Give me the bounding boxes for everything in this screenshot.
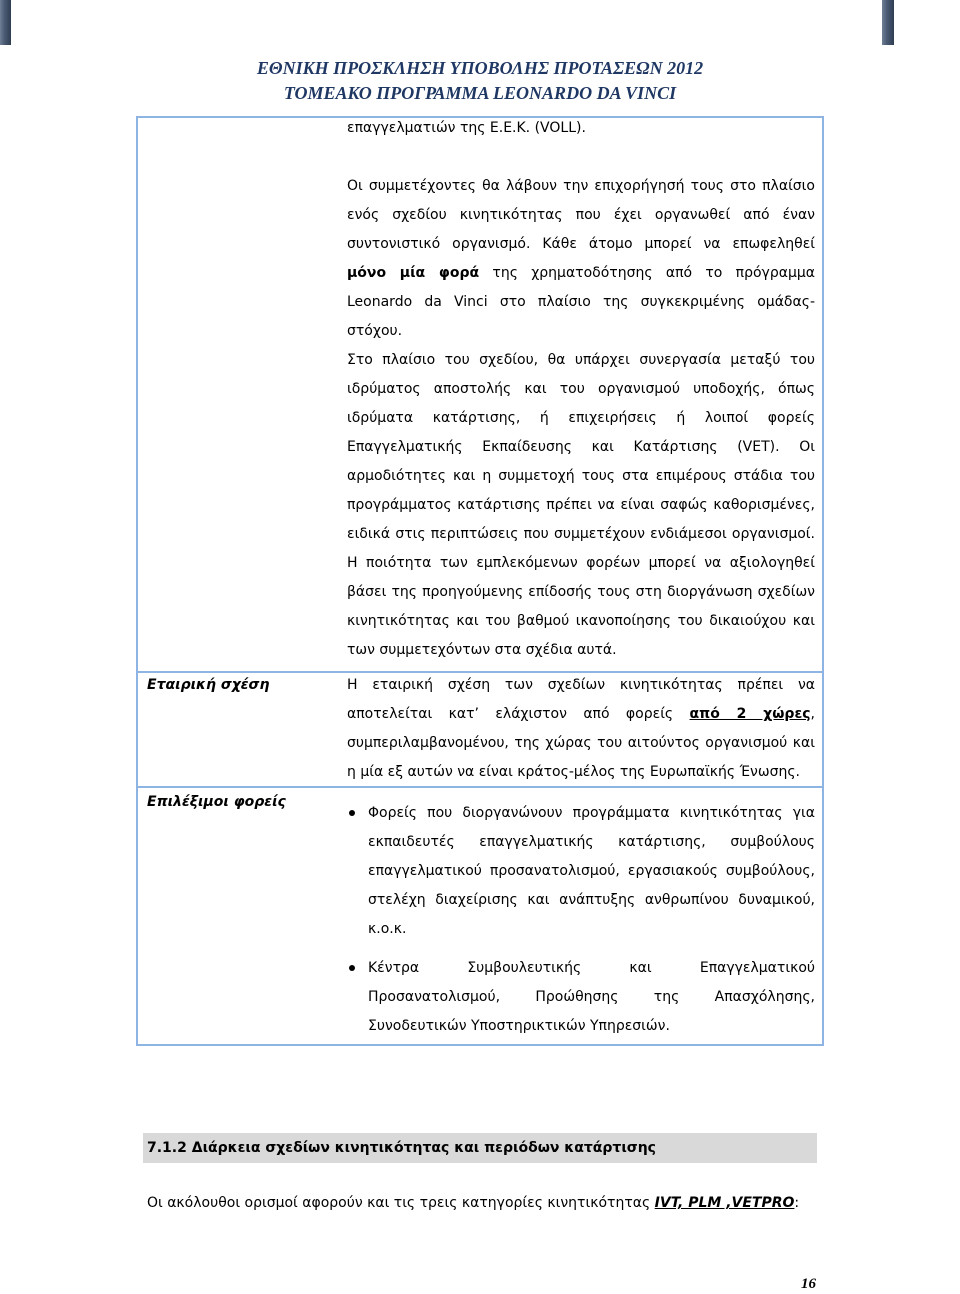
text-line: κινητικότητας και του βαθμού ικανοποίησης του δικαιούχου και bbox=[347, 613, 815, 629]
page-corner-bar-right bbox=[882, 0, 894, 45]
section-heading: 7.1.2 Διάρκεια σχεδίων κινητικότητας και περιόδων κατάρτισης bbox=[147, 1140, 656, 1156]
text-line bbox=[347, 700, 815, 729]
text-line: Προσανατολισμού, Προώθησης της Απασχόλησης, bbox=[368, 989, 815, 1005]
list-item bbox=[368, 954, 815, 1041]
text-line: αρμοδιότητες και η συμμετοχή τους στα επιμέρους στάδια του bbox=[347, 468, 815, 484]
paragraph-participants bbox=[347, 172, 815, 346]
text-line: Η ποιότητα των εμπλεκόμενων φορέων μπορεί να αξιολογηθεί bbox=[347, 555, 815, 571]
blank-line bbox=[347, 143, 815, 172]
text-line: Επαγγελματικής Εκπαίδευσης και Κατάρτισης (VET). Οι bbox=[347, 439, 815, 455]
intro-end: : bbox=[794, 1195, 800, 1211]
eligible-label: Επιλέξιμοι φορείς bbox=[147, 794, 286, 810]
text-line: επαγγελματικού προσανατολισμού, εργασιακούς συμβούλους, bbox=[368, 863, 815, 879]
text-line: συντονιστικό οργανισμό. Κάθε άτομο μπορεί να επωφεληθεί bbox=[347, 236, 815, 252]
text-span: αποτελείται κατ’ ελάχιστον από φορείς bbox=[347, 706, 690, 722]
info-table bbox=[136, 116, 824, 1046]
text-line: Συνοδευτικών Υποστηρικτικών Υπηρεσιών. bbox=[368, 1018, 670, 1034]
text-line: Οι συμμετέχοντες θα λάβουν την επιχορήγησή τους στο πλαίσιο bbox=[347, 178, 815, 194]
text-line: Κέντρα Συμβουλευτικής και Επαγγελματικού bbox=[368, 960, 815, 976]
section-heading-bar bbox=[143, 1133, 817, 1163]
text-line: η μία εξ αυτών να είναι κράτος-μέλος της Ευρωπαϊκής Ένωσης. bbox=[347, 764, 800, 780]
page-corner-bar-left bbox=[0, 0, 11, 45]
section-intro bbox=[147, 1189, 799, 1217]
eligible-bullet-list bbox=[368, 799, 815, 1041]
text-line: ιδρύματος αποστολής και του οργανισμού υποδοχής, όπως bbox=[347, 381, 815, 397]
text-line: ιδρύματα κατάρτισης, ή επιχειρήσεις ή λοιποί φορείς bbox=[347, 410, 815, 426]
text-line: κ.ο.κ. bbox=[368, 921, 407, 937]
text-span: , bbox=[810, 706, 815, 722]
header-title-line-2: ΤΟΜΕΑΚΟ ΠΡΟΓΡΑΜΜΑ LEONARDO DA VINCI bbox=[283, 83, 677, 103]
paragraph-cooperation bbox=[347, 346, 815, 665]
text-line: προγράμματος κατάρτισης πρέπει να είναι σαφώς καθορισμένες, bbox=[347, 497, 815, 513]
continued-line: επαγγελματιών της Ε.Ε.Κ. (VOLL). bbox=[347, 120, 586, 136]
partnership-content bbox=[347, 671, 815, 787]
intro-emphasis: IVT, PLM ,VETPRO bbox=[654, 1195, 795, 1211]
continued-row-content bbox=[347, 114, 815, 665]
text-line: Leonardo da Vinci στο πλαίσιο της συγκεκριμένης ομάδας- bbox=[347, 294, 815, 310]
text-line: στελέχη διαχείρισης και ανάπτυξης ανθρωπίνου δυναμικού, bbox=[368, 892, 815, 908]
text-line bbox=[347, 259, 815, 288]
text-line: ειδικά στις περιπτώσεις που συμμετέχουν ενδιάμεσοι οργανισμοί. bbox=[347, 526, 815, 542]
text-span: της χρηματοδότησης από το πρόγραμμα bbox=[479, 265, 815, 281]
text-line: ενός σχεδίου κινητικότητας που έχει οργανωθεί από έναν bbox=[347, 207, 815, 223]
text-line: Στο πλαίσιο του σχεδίου, θα υπάρχει συνεργασία μεταξύ του bbox=[347, 352, 815, 368]
bullet-dot-icon bbox=[349, 810, 355, 816]
text-line: στόχου. bbox=[347, 323, 403, 339]
emphasis-once-only: μόνο μία φορά bbox=[347, 265, 480, 281]
list-item bbox=[368, 799, 815, 944]
intro-text: Οι ακόλουθοι ορισμοί αφορούν και τις τρεις κατηγορίες κινητικότητας bbox=[147, 1195, 655, 1211]
text-line: συμπεριλαμβανομένου, της χώρας του αιτούντος οργανισμού και bbox=[347, 735, 815, 751]
emphasis-two-countries: από 2 χώρες bbox=[689, 706, 811, 722]
partnership-label: Εταιρική σχέση bbox=[147, 677, 270, 693]
header-title-line-1: ΕΘΝΙΚΗ ΠΡΟΣΚΛΗΣΗ ΥΠΟΒΟΛΗΣ ΠΡΟΤΑΣΕΩΝ 2012 bbox=[256, 58, 704, 78]
text-line: εκπαιδευτές επαγγελματικής κατάρτισης, συμβούλους bbox=[368, 834, 815, 850]
page-number: 16 bbox=[801, 1276, 816, 1292]
page-header bbox=[0, 56, 960, 106]
text-line: Φορείς που διοργανώνουν προγράμματα κινητικότητας για bbox=[368, 805, 815, 821]
text-line: Η εταιρική σχέση των σχεδίων κινητικότητας πρέπει να bbox=[347, 677, 815, 693]
text-line: των συμμετεχόντων στα σχέδια αυτά. bbox=[347, 642, 617, 658]
bullet-dot-icon bbox=[349, 965, 355, 971]
text-line: βάσει της προηγούμενης επίδοσής τους στη διοργάνωση σχεδίων bbox=[347, 584, 815, 600]
